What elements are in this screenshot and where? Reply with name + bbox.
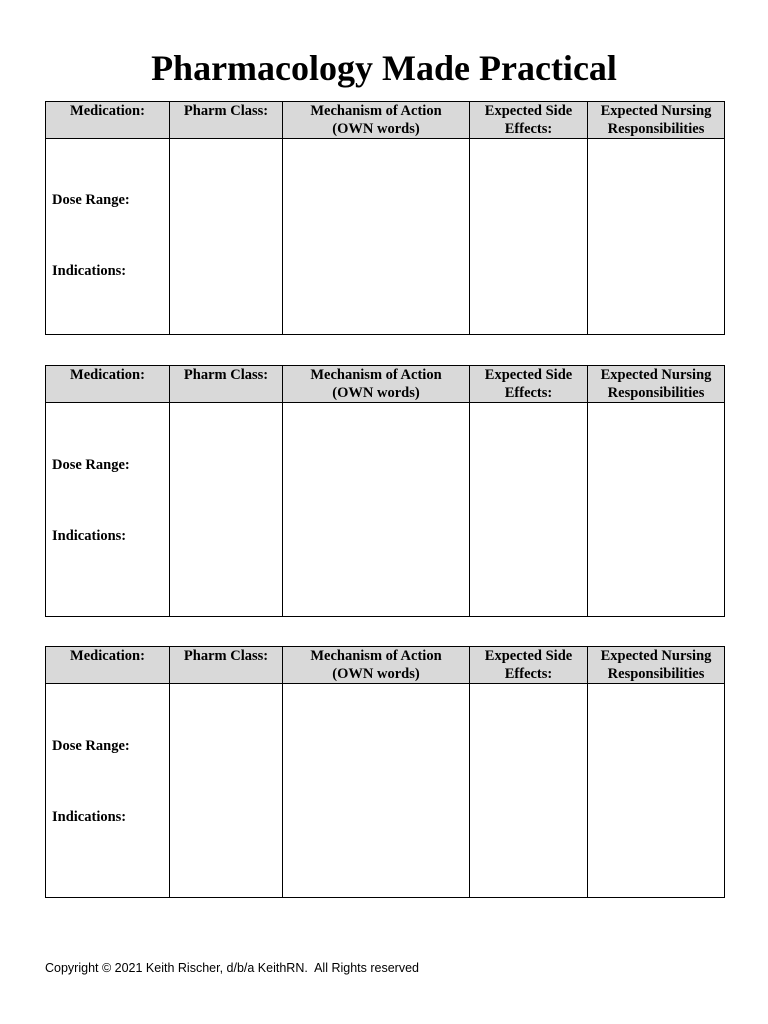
side-effects-cell[interactable] (470, 139, 588, 335)
nursing-cell[interactable] (588, 139, 725, 335)
header-mechanism (283, 366, 470, 403)
header-side-effects-line1: Expected Side (484, 648, 573, 664)
header-pharm-class (170, 647, 283, 684)
table-header-row (46, 647, 725, 684)
header-mechanism-line2: (OWN words) (332, 385, 420, 401)
header-nursing-line2: Responsibilities (607, 666, 705, 682)
header-nursing-line2: Responsibilities (607, 385, 705, 401)
header-side-effects-line2: Effects: (504, 121, 553, 137)
table-body-row (46, 403, 725, 617)
header-medication (46, 102, 170, 139)
header-nursing-line1: Expected Nursing (600, 648, 712, 664)
header-side-effects-line1: Expected Side (484, 367, 573, 383)
dose-range-label: Dose Range: (52, 738, 130, 754)
header-side-effects (470, 647, 588, 684)
medication-cell[interactable] (46, 139, 170, 335)
nursing-cell[interactable] (588, 684, 725, 898)
medication-table-1 (45, 101, 725, 335)
table-body-row (46, 139, 725, 335)
header-mechanism (283, 102, 470, 139)
header-nursing (588, 647, 725, 684)
header-side-effects-line2: Effects: (504, 666, 553, 682)
pharm-class-cell[interactable] (170, 403, 283, 617)
nursing-cell[interactable] (588, 403, 725, 617)
header-mechanism-line2: (OWN words) (332, 666, 420, 682)
table-header-row (46, 102, 725, 139)
header-pharm-class-label: Pharm Class: (183, 648, 269, 664)
header-side-effects (470, 366, 588, 403)
dose-range-label: Dose Range: (52, 192, 130, 208)
header-mechanism-line1: Mechanism of Action (310, 367, 442, 383)
header-pharm-class-label: Pharm Class: (183, 103, 269, 119)
medication-table-2 (45, 365, 725, 617)
copyright-footer: Copyright © 2021 Keith Rischer, d/b/a KeithRN. All Rights reserved (45, 961, 419, 975)
side-effects-cell[interactable] (470, 684, 588, 898)
header-mechanism-line1: Mechanism of Action (310, 648, 442, 664)
header-medication (46, 647, 170, 684)
header-mechanism (283, 647, 470, 684)
mechanism-cell[interactable] (283, 403, 470, 617)
mechanism-cell[interactable] (283, 684, 470, 898)
header-mechanism-line1: Mechanism of Action (310, 103, 442, 119)
header-nursing (588, 366, 725, 403)
indications-label: Indications: (52, 528, 127, 544)
header-nursing-line1: Expected Nursing (600, 103, 712, 119)
header-medication-label: Medication: (70, 367, 145, 383)
header-nursing (588, 102, 725, 139)
header-nursing-line2: Responsibilities (607, 121, 705, 137)
header-pharm-class (170, 366, 283, 403)
header-medication-label: Medication: (70, 648, 145, 664)
medication-table-3 (45, 646, 725, 898)
mechanism-cell[interactable] (283, 139, 470, 335)
header-medication-label: Medication: (70, 103, 145, 119)
header-side-effects (470, 102, 588, 139)
header-side-effects-line1: Expected Side (484, 103, 573, 119)
pharm-class-cell[interactable] (170, 684, 283, 898)
dose-range-label: Dose Range: (52, 457, 130, 473)
page-title: Pharmacology Made Practical (151, 48, 617, 88)
header-medication (46, 366, 170, 403)
indications-label: Indications: (52, 263, 127, 279)
pharm-class-cell[interactable] (170, 139, 283, 335)
table-header-row (46, 366, 725, 403)
side-effects-cell[interactable] (470, 403, 588, 617)
header-mechanism-line2: (OWN words) (332, 121, 420, 137)
header-side-effects-line2: Effects: (504, 385, 553, 401)
indications-label: Indications: (52, 809, 127, 825)
table-body-row (46, 684, 725, 898)
header-nursing-line1: Expected Nursing (600, 367, 712, 383)
medication-cell[interactable] (46, 684, 170, 898)
header-pharm-class-label: Pharm Class: (183, 367, 269, 383)
header-pharm-class (170, 102, 283, 139)
medication-cell[interactable] (46, 403, 170, 617)
